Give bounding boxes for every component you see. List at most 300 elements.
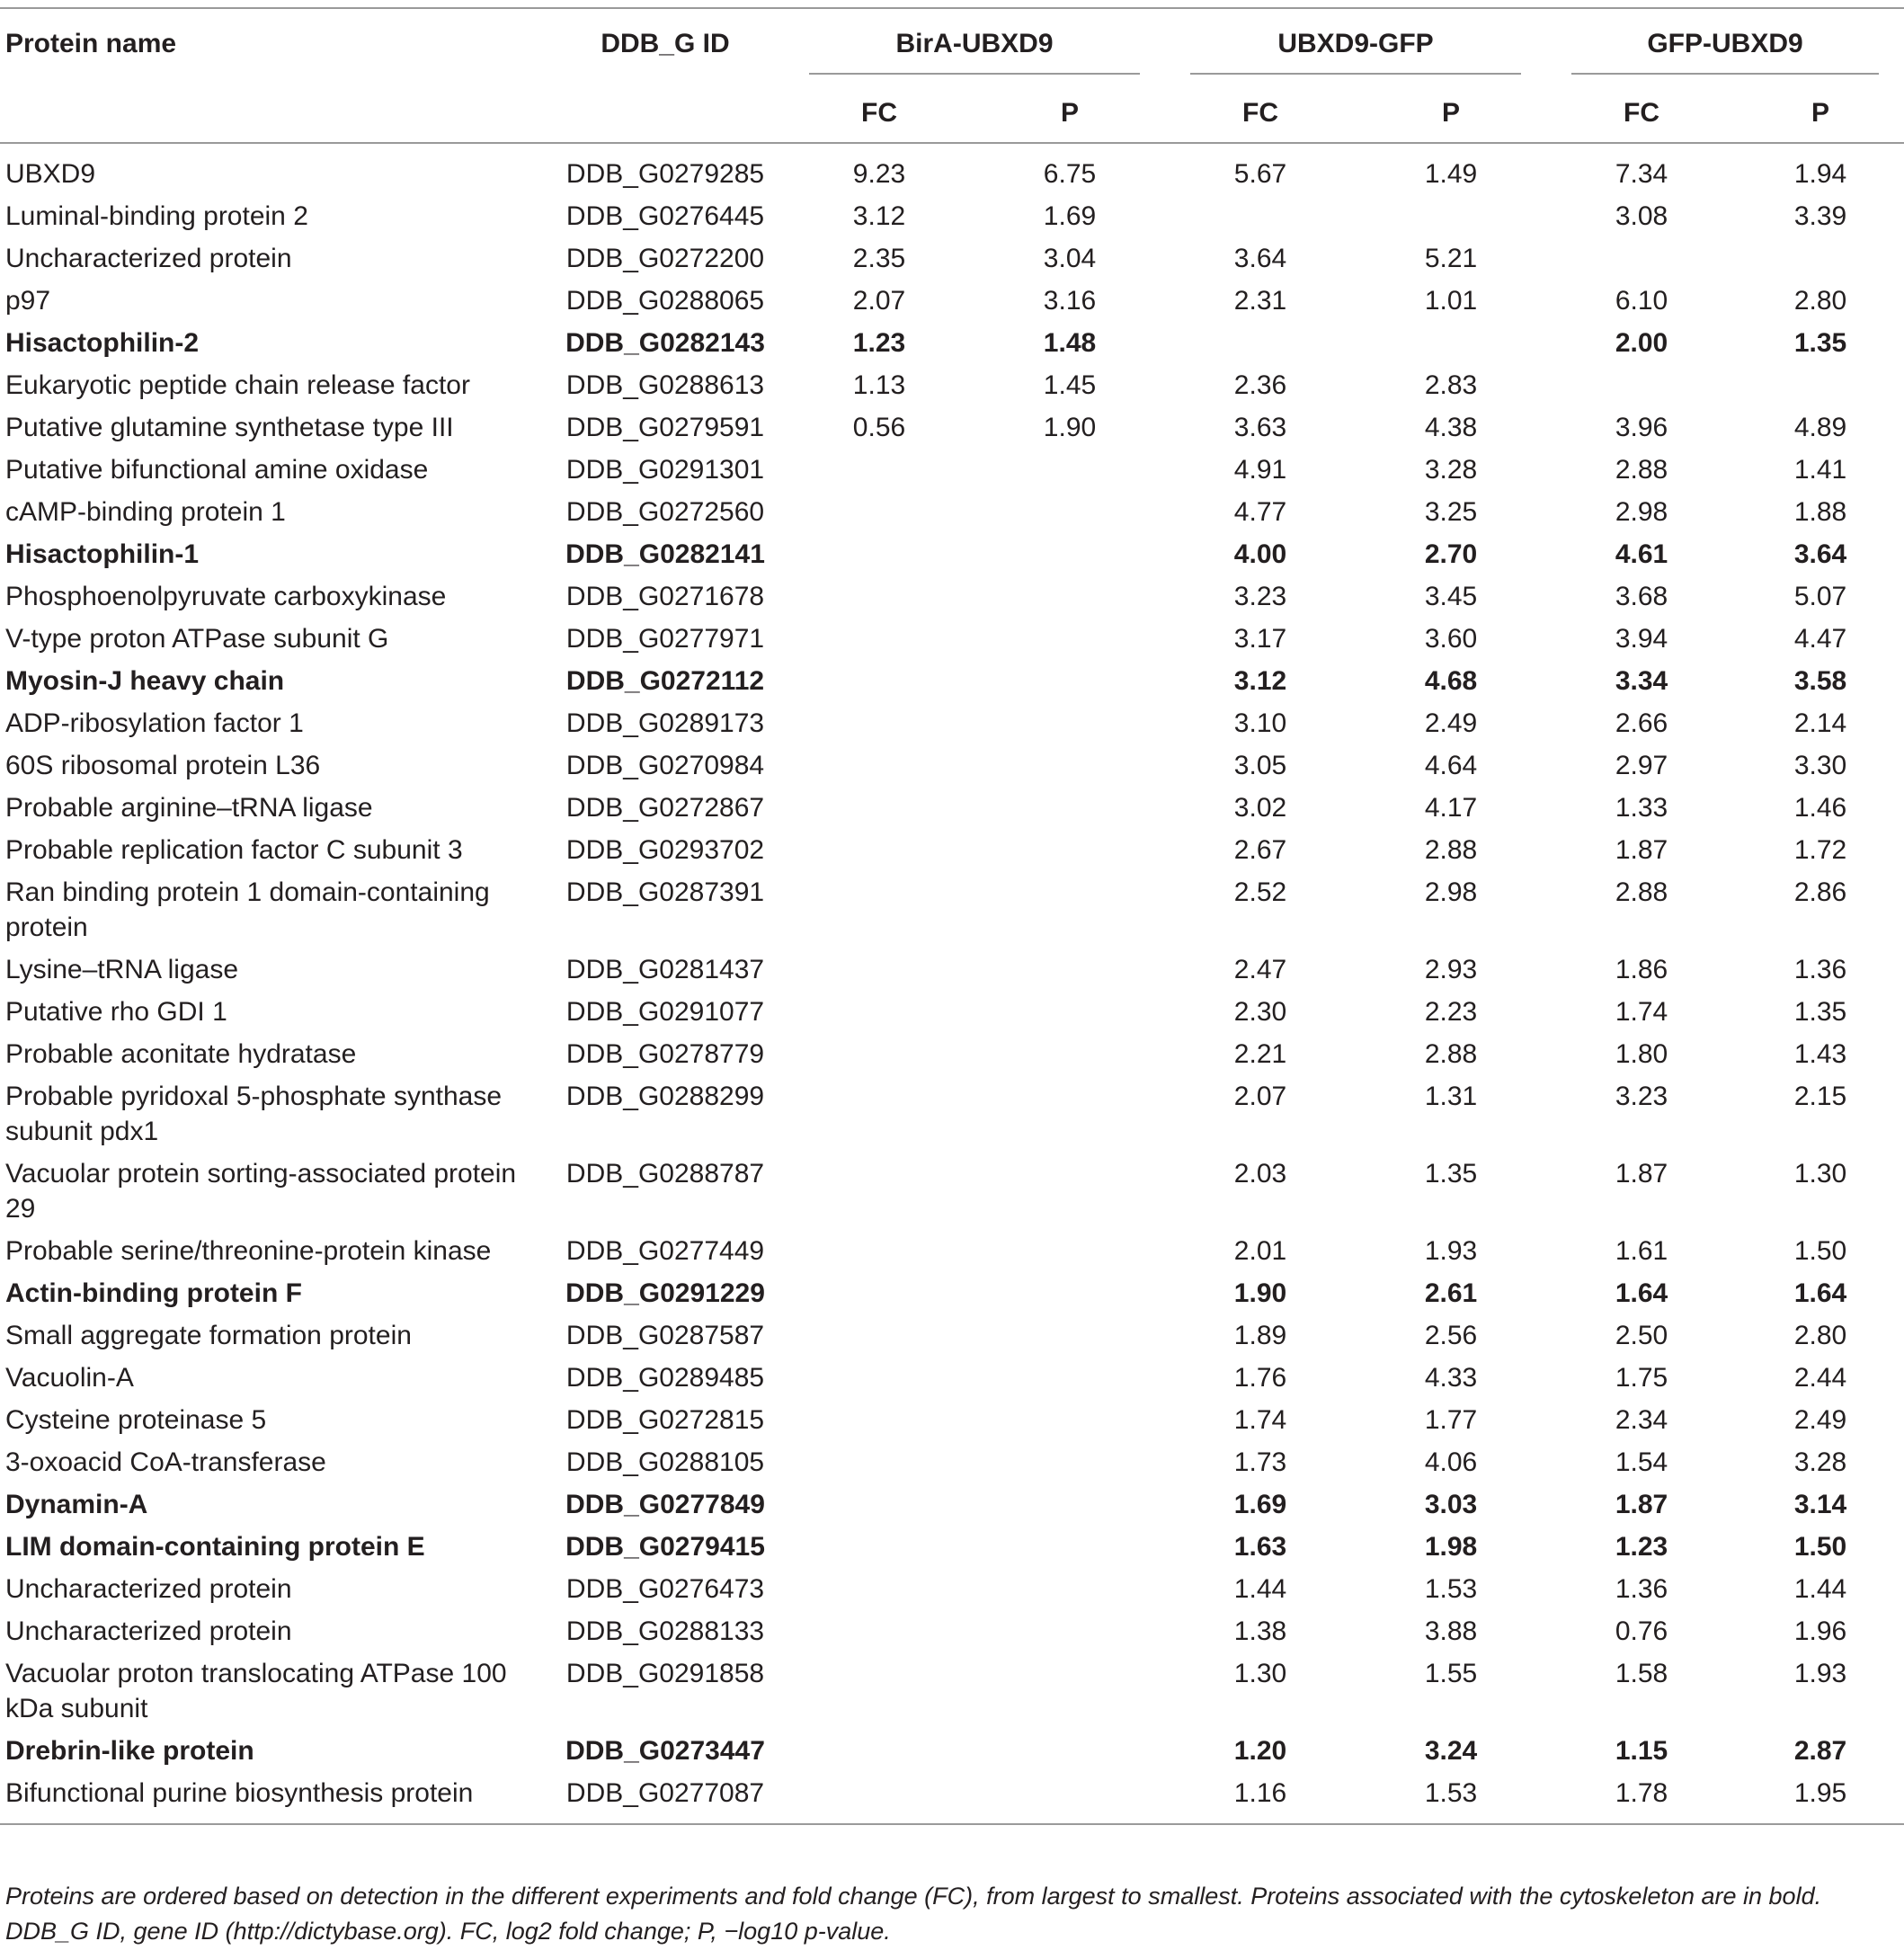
table-row — [0, 744, 1904, 787]
table-row — [0, 1075, 1904, 1153]
cell-gfpubxd9-fc: 0.76 — [1615, 1616, 1668, 1646]
cell-ddb-id: DDB_G0289485 — [565, 1363, 765, 1393]
cell-gfpubxd9-p: 1.93 — [1793, 1659, 1847, 1688]
cell-ubxd9gfp-fc: 1.20 — [1233, 1736, 1287, 1766]
cell-ubxd9gfp-fc: 1.30 — [1233, 1659, 1287, 1688]
cell-protein-name: Ran binding protein 1 domain-containing protein — [5, 877, 490, 942]
cell-ubxd9gfp-fc: 2.67 — [1233, 835, 1287, 865]
cell-ubxd9gfp-p: 3.24 — [1424, 1736, 1478, 1766]
cell-gfpubxd9-p: 1.72 — [1793, 835, 1847, 865]
cell-gfpubxd9-p: 1.41 — [1793, 455, 1847, 485]
cell-ubxd9gfp-fc: 3.17 — [1233, 624, 1287, 654]
cell-gfpubxd9-fc: 2.88 — [1615, 877, 1668, 907]
footnote-line-2: DDB_G ID, gene ID (http://dictybase.org). FC, log2 fold change; P, −log10 p-value. — [5, 1918, 891, 1945]
cell-bira-fc — [784, 491, 974, 533]
cell-bira-fc: 1.13 — [852, 370, 906, 400]
cell-ubxd9gfp-p: 3.88 — [1424, 1616, 1478, 1646]
cell-ubxd9gfp-p — [1356, 322, 1546, 364]
table-row — [0, 1772, 1904, 1824]
cell-protein-name: Probable aconitate hydratase — [5, 1039, 357, 1069]
cell-bira-fc — [784, 1526, 974, 1568]
cell-protein-name: Putative bifunctional amine oxidase — [5, 455, 429, 485]
cell-gfpubxd9-p: 2.14 — [1793, 708, 1847, 738]
cell-ddb-id: DDB_G0272112 — [565, 666, 765, 696]
cell-ubxd9gfp-fc: 3.23 — [1233, 582, 1287, 611]
table-row — [0, 533, 1904, 575]
cell-bira-p — [974, 1610, 1165, 1652]
header-p: P — [1060, 98, 1079, 128]
cell-gfpubxd9-fc: 3.23 — [1615, 1082, 1668, 1111]
cell-bira-fc — [784, 1441, 974, 1483]
table-row — [0, 1357, 1904, 1399]
cell-bira-fc — [784, 1610, 974, 1652]
table-row — [0, 1230, 1904, 1272]
cell-protein-name: Putative glutamine synthetase type III — [5, 413, 454, 442]
table-row — [0, 364, 1904, 406]
cell-gfpubxd9-fc: 2.50 — [1615, 1321, 1668, 1350]
cell-ubxd9gfp-p: 2.98 — [1424, 877, 1478, 907]
cell-ddb-id: DDB_G0281437 — [565, 955, 765, 984]
table-row — [0, 322, 1904, 364]
table-row — [0, 702, 1904, 744]
cell-bira-fc — [784, 660, 974, 702]
cell-bira-fc — [784, 1272, 974, 1314]
header-row-subcolumns — [0, 75, 1904, 143]
cell-gfpubxd9-p: 3.64 — [1793, 539, 1847, 569]
cell-gfpubxd9-p: 1.50 — [1793, 1236, 1847, 1266]
cell-bira-p — [974, 829, 1165, 871]
cell-ubxd9gfp-fc: 1.90 — [1233, 1278, 1287, 1308]
cell-ddb-id: DDB_G0276473 — [565, 1574, 765, 1604]
cell-ubxd9gfp-p: 2.56 — [1424, 1321, 1478, 1350]
cell-protein-name: Vacuolin-A — [5, 1363, 134, 1393]
cell-protein-name: Probable replication factor C subunit 3 — [5, 835, 463, 865]
cell-gfpubxd9-p — [1737, 237, 1904, 280]
cell-ubxd9gfp-fc — [1165, 195, 1356, 237]
cell-protein-name: Probable arginine–tRNA ligase — [5, 793, 373, 823]
data-table — [0, 7, 1904, 1825]
cell-bira-fc — [784, 702, 974, 744]
header-fc: FC — [1624, 98, 1660, 128]
cell-gfpubxd9-p: 1.30 — [1793, 1159, 1847, 1189]
cell-bira-p — [974, 1153, 1165, 1230]
cell-ubxd9gfp-fc: 2.07 — [1233, 1082, 1287, 1111]
cell-gfpubxd9-fc: 1.58 — [1615, 1659, 1668, 1688]
cell-gfpubxd9-p: 3.58 — [1793, 666, 1847, 696]
cell-protein-name: Myosin-J heavy chain — [5, 666, 285, 696]
cell-bira-fc — [784, 618, 974, 660]
cell-gfpubxd9-p: 2.80 — [1793, 1321, 1847, 1350]
cell-ddb-id: DDB_G0272200 — [565, 244, 765, 273]
cell-ubxd9gfp-p: 1.55 — [1424, 1659, 1478, 1688]
cell-bira-p — [974, 1033, 1165, 1075]
cell-gfpubxd9-p: 2.49 — [1793, 1405, 1847, 1435]
header-p: P — [1811, 98, 1830, 128]
cell-ubxd9gfp-fc: 2.03 — [1233, 1159, 1287, 1189]
cell-ubxd9gfp-p: 1.98 — [1424, 1532, 1478, 1562]
table-row — [0, 195, 1904, 237]
cell-ubxd9gfp-p: 1.01 — [1424, 286, 1478, 316]
cell-bira-p: 6.75 — [1043, 159, 1097, 189]
cell-gfpubxd9-fc: 1.74 — [1615, 997, 1668, 1027]
cell-gfpubxd9-fc: 6.10 — [1615, 286, 1668, 316]
cell-ddb-id: DDB_G0279591 — [565, 413, 765, 442]
cell-gfpubxd9-fc: 3.34 — [1615, 666, 1668, 696]
cell-gfpubxd9-fc: 2.98 — [1615, 497, 1668, 527]
cell-bira-fc — [784, 1357, 974, 1399]
cell-gfpubxd9-p: 4.89 — [1793, 413, 1847, 442]
cell-protein-name: Putative rho GDI 1 — [5, 997, 227, 1027]
cell-ddb-id: DDB_G0288299 — [565, 1082, 765, 1111]
cell-bira-fc: 9.23 — [852, 159, 906, 189]
cell-ubxd9gfp-p: 2.83 — [1424, 370, 1478, 400]
cell-ubxd9gfp-fc: 3.12 — [1233, 666, 1287, 696]
cell-ubxd9gfp-fc: 3.05 — [1233, 751, 1287, 780]
cell-gfpubxd9-p: 3.30 — [1793, 751, 1847, 780]
cell-protein-name: cAMP-binding protein 1 — [5, 497, 286, 527]
cell-bira-p — [974, 1730, 1165, 1772]
cell-ubxd9gfp-p: 2.70 — [1424, 539, 1478, 569]
header-ddb-id: DDB_G ID — [601, 29, 730, 58]
header-spacer — [0, 75, 547, 143]
header-group-gfp-ubxd9 — [1546, 8, 1904, 75]
cell-ubxd9gfp-fc: 4.00 — [1233, 539, 1287, 569]
table-row — [0, 1153, 1904, 1230]
cell-ubxd9gfp-fc: 1.73 — [1233, 1447, 1287, 1477]
cell-gfpubxd9-p: 3.39 — [1793, 201, 1847, 231]
cell-bira-fc — [784, 1230, 974, 1272]
cell-gfpubxd9-p: 1.44 — [1793, 1574, 1847, 1604]
cell-protein-name: V-type proton ATPase subunit G — [5, 624, 389, 654]
cell-protein-name: Drebrin-like protein — [5, 1736, 254, 1766]
cell-bira-p — [974, 1230, 1165, 1272]
cell-protein-name: Bifunctional purine biosynthesis protein — [5, 1778, 474, 1808]
table-row — [0, 991, 1904, 1033]
cell-bira-fc — [784, 533, 974, 575]
cell-protein-name: Dynamin-A — [5, 1490, 148, 1519]
cell-bira-p: 1.48 — [1043, 328, 1097, 358]
cell-protein-name: Vacuolar protein sorting-associated protein 29 — [5, 1159, 517, 1224]
cell-ddb-id: DDB_G0282143 — [565, 328, 765, 358]
cell-protein-name: Uncharacterized protein — [5, 1574, 292, 1604]
cell-ubxd9gfp-p: 3.28 — [1424, 455, 1478, 485]
cell-gfpubxd9-fc: 1.87 — [1615, 1490, 1668, 1519]
cell-gfpubxd9-p: 1.88 — [1793, 497, 1847, 527]
table-row — [0, 618, 1904, 660]
cell-bira-fc: 0.56 — [852, 413, 906, 442]
cell-bira-p: 1.45 — [1043, 370, 1097, 400]
cell-gfpubxd9-fc — [1546, 364, 1737, 406]
cell-ubxd9gfp-fc: 2.47 — [1233, 955, 1287, 984]
cell-bira-fc: 1.23 — [852, 328, 906, 358]
table-row — [0, 1652, 1904, 1730]
table-row — [0, 787, 1904, 829]
cell-ddb-id: DDB_G0277849 — [565, 1490, 765, 1519]
cell-gfpubxd9-fc: 1.61 — [1615, 1236, 1668, 1266]
cell-gfpubxd9-fc: 2.97 — [1615, 751, 1668, 780]
table-row — [0, 1399, 1904, 1441]
cell-ddb-id: DDB_G0278779 — [565, 1039, 765, 1069]
cell-ubxd9gfp-p: 1.93 — [1424, 1236, 1478, 1266]
cell-ubxd9gfp-p: 4.38 — [1424, 413, 1478, 442]
cell-gfpubxd9-fc: 1.80 — [1615, 1039, 1668, 1069]
cell-gfpubxd9-fc: 7.34 — [1615, 159, 1668, 189]
cell-ubxd9gfp-p: 1.53 — [1424, 1778, 1478, 1808]
cell-gfpubxd9-fc: 1.87 — [1615, 1159, 1668, 1189]
cell-ubxd9gfp-p: 5.21 — [1424, 244, 1478, 273]
cell-ubxd9gfp-p: 1.31 — [1424, 1082, 1478, 1111]
cell-bira-p — [974, 744, 1165, 787]
table-row — [0, 575, 1904, 618]
cell-ubxd9gfp-fc: 1.44 — [1233, 1574, 1287, 1604]
cell-ubxd9gfp-p: 2.93 — [1424, 955, 1478, 984]
cell-bira-p — [974, 1526, 1165, 1568]
cell-protein-name: LIM domain-containing protein E — [5, 1532, 425, 1562]
cell-gfpubxd9-p: 1.96 — [1793, 1616, 1847, 1646]
cell-gfpubxd9-p: 2.80 — [1793, 286, 1847, 316]
cell-ubxd9gfp-fc: 2.21 — [1233, 1039, 1287, 1069]
cell-ubxd9gfp-fc: 2.01 — [1233, 1236, 1287, 1266]
cell-protein-name: Actin-binding protein F — [5, 1278, 302, 1308]
cell-ubxd9gfp-p: 1.49 — [1424, 159, 1478, 189]
cell-ubxd9gfp-p: 1.77 — [1424, 1405, 1478, 1435]
cell-ubxd9gfp-p: 4.17 — [1424, 793, 1478, 823]
table-row — [0, 280, 1904, 322]
cell-ubxd9gfp-fc — [1165, 322, 1356, 364]
cell-bira-fc — [784, 948, 974, 991]
cell-gfpubxd9-p: 1.46 — [1793, 793, 1847, 823]
cell-gfpubxd9-fc: 2.00 — [1615, 328, 1668, 358]
cell-bira-fc — [784, 449, 974, 491]
cell-gfpubxd9-p: 3.14 — [1793, 1490, 1847, 1519]
cell-bira-p — [974, 1399, 1165, 1441]
cell-bira-fc — [784, 829, 974, 871]
cell-gfpubxd9-fc: 3.08 — [1615, 201, 1668, 231]
cell-gfpubxd9-fc: 3.96 — [1615, 413, 1668, 442]
cell-bira-fc — [784, 1483, 974, 1526]
cell-bira-fc — [784, 991, 974, 1033]
cell-bira-p: 3.04 — [1043, 244, 1097, 273]
cell-gfpubxd9-fc: 1.86 — [1615, 955, 1668, 984]
header-spacer — [547, 75, 784, 143]
cell-ddb-id: DDB_G0272560 — [565, 497, 765, 527]
header-protein-name: Protein name — [5, 29, 177, 58]
cell-bira-fc — [784, 744, 974, 787]
cell-gfpubxd9-fc: 1.87 — [1615, 835, 1668, 865]
cell-bira-fc — [784, 1730, 974, 1772]
cell-ubxd9gfp-p: 2.88 — [1424, 1039, 1478, 1069]
cell-ddb-id: DDB_G0291301 — [565, 455, 765, 485]
cell-ubxd9gfp-fc: 2.31 — [1233, 286, 1287, 316]
cell-ubxd9gfp-fc: 1.38 — [1233, 1616, 1287, 1646]
cell-gfpubxd9-fc: 1.23 — [1615, 1532, 1668, 1562]
group-underline — [809, 73, 1140, 75]
cell-bira-fc — [784, 575, 974, 618]
cell-bira-p — [974, 533, 1165, 575]
cell-ddb-id: DDB_G0277087 — [565, 1778, 765, 1808]
cell-gfpubxd9-p: 2.44 — [1793, 1363, 1847, 1393]
group-underline — [1571, 73, 1879, 75]
cell-ubxd9gfp-p: 4.06 — [1424, 1447, 1478, 1477]
cell-gfpubxd9-p: 1.50 — [1793, 1532, 1847, 1562]
cell-gfpubxd9-fc: 1.33 — [1615, 793, 1668, 823]
table-row — [0, 1033, 1904, 1075]
cell-ddb-id: DDB_G0289173 — [565, 708, 765, 738]
cell-bira-fc — [784, 1075, 974, 1153]
table-row — [0, 1568, 1904, 1610]
cell-protein-name: p97 — [5, 286, 51, 316]
cell-gfpubxd9-fc: 2.88 — [1615, 455, 1668, 485]
cell-protein-name: Luminal-binding protein 2 — [5, 201, 308, 231]
cell-gfpubxd9-p: 2.86 — [1793, 877, 1847, 907]
cell-ubxd9gfp-p: 2.88 — [1424, 835, 1478, 865]
cell-protein-name: Phosphoenolpyruvate carboxykinase — [5, 582, 447, 611]
cell-bira-fc — [784, 1033, 974, 1075]
header-group-ubxd9-gfp — [1165, 8, 1546, 75]
cell-bira-fc — [784, 1772, 974, 1824]
cell-ddb-id: DDB_G0288787 — [565, 1159, 765, 1189]
group-underline — [1190, 73, 1521, 75]
table-body — [0, 143, 1904, 1824]
cell-ubxd9gfp-fc: 1.69 — [1233, 1490, 1287, 1519]
cell-ubxd9gfp-p: 2.23 — [1424, 997, 1478, 1027]
cell-bira-p: 1.69 — [1043, 201, 1097, 231]
cell-ubxd9gfp-fc: 1.89 — [1233, 1321, 1287, 1350]
cell-ddb-id: DDB_G0288133 — [565, 1616, 765, 1646]
cell-protein-name: 3-oxoacid CoA-transferase — [5, 1447, 326, 1477]
cell-ubxd9gfp-p: 3.45 — [1424, 582, 1478, 611]
cell-ddb-id: DDB_G0291858 — [565, 1659, 765, 1688]
cell-gfpubxd9-p: 5.07 — [1793, 582, 1847, 611]
cell-gfpubxd9-fc: 3.68 — [1615, 582, 1668, 611]
cell-protein-name: Cysteine proteinase 5 — [5, 1405, 267, 1435]
cell-gfpubxd9-p: 1.95 — [1793, 1778, 1847, 1808]
cell-ubxd9gfp-fc: 3.10 — [1233, 708, 1287, 738]
cell-ubxd9gfp-fc: 4.91 — [1233, 455, 1287, 485]
cell-gfpubxd9-p: 1.35 — [1793, 997, 1847, 1027]
cell-gfpubxd9-fc: 3.94 — [1615, 624, 1668, 654]
cell-ubxd9gfp-p — [1356, 195, 1546, 237]
cell-bira-p — [974, 1483, 1165, 1526]
cell-bira-p: 1.90 — [1043, 413, 1097, 442]
cell-ddb-id: DDB_G0271678 — [565, 582, 765, 611]
cell-bira-fc — [784, 1568, 974, 1610]
cell-bira-p — [974, 491, 1165, 533]
cell-bira-p — [974, 787, 1165, 829]
cell-protein-name: Uncharacterized protein — [5, 1616, 292, 1646]
cell-ubxd9gfp-fc: 1.76 — [1233, 1363, 1287, 1393]
table-row — [0, 406, 1904, 449]
cell-ddb-id: DDB_G0288105 — [565, 1447, 765, 1477]
cell-gfpubxd9-p: 1.35 — [1793, 328, 1847, 358]
cell-protein-name: Lysine–tRNA ligase — [5, 955, 239, 984]
cell-bira-p — [974, 1075, 1165, 1153]
cell-gfpubxd9-fc: 1.54 — [1615, 1447, 1668, 1477]
cell-protein-name: 60S ribosomal protein L36 — [5, 751, 321, 780]
cell-bira-p — [974, 1772, 1165, 1824]
cell-protein-name: Uncharacterized protein — [5, 244, 292, 273]
cell-protein-name: Eukaryotic peptide chain release factor — [5, 370, 470, 400]
cell-ddb-id: DDB_G0279285 — [565, 159, 765, 189]
cell-gfpubxd9-fc: 2.66 — [1615, 708, 1668, 738]
cell-bira-fc — [784, 1314, 974, 1357]
cell-bira-fc — [784, 1153, 974, 1230]
cell-gfpubxd9-fc: 1.64 — [1615, 1278, 1668, 1308]
header-row-groups — [0, 8, 1904, 75]
cell-ubxd9gfp-fc: 1.74 — [1233, 1405, 1287, 1435]
cell-ddb-id: DDB_G0287391 — [565, 877, 765, 907]
cell-bira-fc — [784, 1652, 974, 1730]
cell-gfpubxd9-fc: 4.61 — [1615, 539, 1668, 569]
cell-bira-p — [974, 948, 1165, 991]
cell-gfpubxd9-p: 2.15 — [1793, 1082, 1847, 1111]
cell-ubxd9gfp-p: 2.61 — [1424, 1278, 1478, 1308]
cell-bira-fc — [784, 1399, 974, 1441]
cell-bira-p — [974, 618, 1165, 660]
cell-ddb-id: DDB_G0272867 — [565, 793, 765, 823]
cell-gfpubxd9-fc: 1.36 — [1615, 1574, 1668, 1604]
table-header — [0, 8, 1904, 143]
cell-ubxd9gfp-p: 4.33 — [1424, 1363, 1478, 1393]
cell-bira-p — [974, 1357, 1165, 1399]
cell-ddb-id: DDB_G0291229 — [565, 1278, 765, 1308]
table-row — [0, 871, 1904, 948]
cell-ubxd9gfp-fc: 1.16 — [1233, 1778, 1287, 1808]
cell-protein-name: Probable pyridoxal 5-phosphate synthase subunit pdx1 — [5, 1082, 503, 1146]
cell-gfpubxd9-fc: 1.78 — [1615, 1778, 1668, 1808]
cell-gfpubxd9-p — [1737, 364, 1904, 406]
header-fc: FC — [861, 98, 897, 128]
cell-ubxd9gfp-p: 3.60 — [1424, 624, 1478, 654]
cell-gfpubxd9-p: 1.36 — [1793, 955, 1847, 984]
header-group-label: UBXD9-GFP — [1277, 29, 1434, 58]
table-row — [0, 491, 1904, 533]
cell-gfpubxd9-p: 2.87 — [1793, 1736, 1847, 1766]
table-row — [0, 143, 1904, 195]
cell-bira-p — [974, 1652, 1165, 1730]
cell-bira-p — [974, 1441, 1165, 1483]
table-row — [0, 1610, 1904, 1652]
cell-gfpubxd9-p: 3.28 — [1793, 1447, 1847, 1477]
header-group-label: GFP-UBXD9 — [1647, 29, 1803, 58]
cell-gfpubxd9-fc: 1.75 — [1615, 1363, 1668, 1393]
cell-ubxd9gfp-p: 4.68 — [1424, 666, 1478, 696]
cell-bira-p — [974, 1272, 1165, 1314]
cell-ubxd9gfp-p: 3.25 — [1424, 497, 1478, 527]
footnote-line-1: Proteins are ordered based on detection in the different experiments and fold change (FC), from largest to smallest. Proteins associated with the cytoskeleton are in bold. — [5, 1883, 1822, 1910]
table-row — [0, 237, 1904, 280]
cell-ubxd9gfp-fc: 3.02 — [1233, 793, 1287, 823]
table-row — [0, 948, 1904, 991]
header-p: P — [1442, 98, 1461, 128]
cell-gfpubxd9-fc: 1.15 — [1615, 1736, 1668, 1766]
table-row — [0, 1441, 1904, 1483]
cell-protein-name: Hisactophilin-2 — [5, 328, 200, 358]
cell-bira-p — [974, 1568, 1165, 1610]
table-row — [0, 829, 1904, 871]
cell-ddb-id: DDB_G0287587 — [565, 1321, 765, 1350]
cell-bira-fc: 2.35 — [852, 244, 906, 273]
table-footnote — [5, 1879, 1899, 1949]
cell-gfpubxd9-p: 1.94 — [1793, 159, 1847, 189]
cell-gfpubxd9-p: 4.47 — [1793, 624, 1847, 654]
cell-bira-p — [974, 449, 1165, 491]
cell-ddb-id: DDB_G0279415 — [565, 1532, 765, 1562]
cell-ubxd9gfp-p: 1.35 — [1424, 1159, 1478, 1189]
cell-ddb-id: DDB_G0276445 — [565, 201, 765, 231]
cell-ubxd9gfp-fc: 2.36 — [1233, 370, 1287, 400]
header-group-bira-ubxd9 — [784, 8, 1165, 75]
